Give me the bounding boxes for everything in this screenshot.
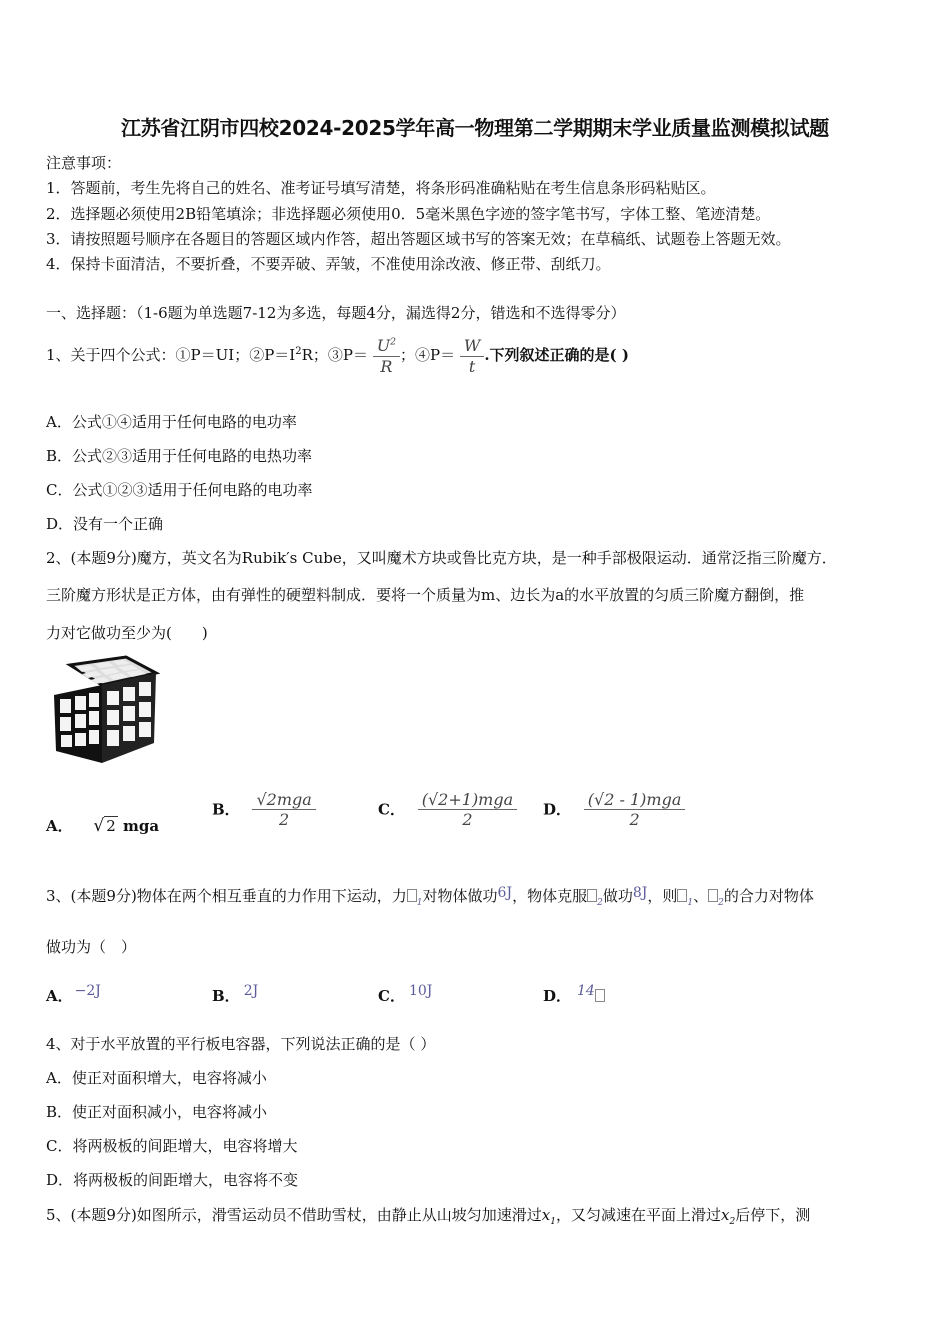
q2-option-d: [543, 790, 685, 829]
formula-placeholder-icon: [407, 889, 417, 902]
formula-placeholder-icon: [677, 889, 687, 902]
notice-item: 2．选择题必须使用2B铅笔填涂；非选择题必须使用0．5毫米黑色字迹的签字笔书写，字体工整、笔迹清楚。: [46, 205, 771, 223]
subscript: 2: [729, 1217, 736, 1227]
q3-text: ，物体克服: [512, 887, 588, 905]
option-fraction: [252, 790, 315, 829]
option-c: C．公式①②③适用于任何电路的电功率: [46, 481, 313, 499]
q1-text-a: 1、关于四个公式：①P＝UI；②P＝I: [46, 346, 296, 364]
q1-text-d: .下列叙述正确的是( ): [484, 346, 629, 364]
frac-den: 2: [462, 810, 473, 830]
option-d: D．将两极板的间距增大，电容将不变: [46, 1171, 299, 1189]
option-c: C．将两极板的间距增大，电容将增大: [46, 1137, 298, 1155]
frac-den: R: [380, 356, 393, 376]
option-b: B．使正对面积减小，电容将减小: [46, 1103, 268, 1121]
frac-num: W: [460, 336, 484, 356]
frac-den: 2: [279, 810, 290, 830]
variable-x2: x: [721, 1206, 730, 1224]
notice-item: 3．请按照题号顺序在各题目的答题区域内作答，超出答题区域书写的答案无效；在草稿纸、试题卷上答题无效。: [46, 230, 791, 248]
notice-heading: 注意事项：: [46, 154, 122, 172]
question-3-line: [46, 885, 814, 908]
option-fraction: [584, 790, 686, 829]
option-value: 10J: [408, 983, 433, 999]
option-label: C．: [378, 987, 405, 1005]
q3-text: 的合力对物体: [723, 887, 814, 905]
page-title: 江苏省江阴市四校2024-2025学年高一物理第二学期期末学业质量监测模拟试题: [121, 116, 829, 140]
formula-placeholder-icon: [595, 989, 605, 1002]
question-5-line: [46, 1204, 810, 1227]
formula-placeholder-icon: [708, 889, 718, 902]
frac-num: √2mga: [252, 790, 315, 810]
frac-sup: 2: [390, 337, 396, 348]
option-value: −2J: [74, 983, 101, 999]
option-a: A．公式①④适用于任何电路的电功率: [46, 413, 297, 431]
option-label: D．: [543, 987, 572, 1005]
frac-num: U: [376, 336, 391, 356]
option-label: D．: [543, 800, 572, 819]
option-label: A．: [46, 817, 73, 835]
question-2-line: 三阶魔方形状是正方体，由有弹性的硬塑料制成．要将一个质量为m、边长为a的水平放置的匀质三阶魔方翻倒，推: [46, 586, 805, 604]
formula-w-over-t: [460, 336, 484, 375]
q1-sup: 2: [295, 346, 302, 357]
work-value: 6J: [497, 885, 513, 901]
question-2-line: 力对它做功至少为( ): [46, 624, 208, 642]
q1-text-c: ；④P＝: [400, 346, 456, 364]
question-1-stem: [46, 330, 629, 377]
q5-text: 后停下，测: [735, 1206, 811, 1224]
q3-option-b: [212, 983, 258, 1006]
formula-placeholder-icon: [587, 889, 597, 902]
subscript: 1: [550, 1217, 556, 1227]
option-a: A．使正对面积增大，电容将减小: [46, 1069, 267, 1087]
subscript: 2: [597, 898, 603, 908]
q3-option-d: [543, 983, 605, 1006]
option-d: D．没有一个正确: [46, 515, 164, 533]
q3-text: 、: [693, 887, 709, 905]
q5-text: 5、(本题9分)如图所示，滑雪运动员不借助雪杖，由静止从山坡匀加速滑过: [46, 1206, 542, 1224]
option-tail: mga: [117, 817, 160, 835]
question-3-line: 做功为（ ）: [46, 938, 137, 956]
q3-option-c: [378, 983, 432, 1006]
question-4-stem: 4、对于水平放置的平行板电容器，下列说法正确的是（ ）: [46, 1035, 436, 1053]
q3-text: 3、(本题9分)物体在两个相互垂直的力作用下运动，力: [46, 887, 407, 905]
frac-den: t: [468, 356, 476, 376]
option-value: 2J: [243, 983, 259, 999]
option-label: B．: [212, 987, 240, 1005]
subscript: 1: [687, 898, 694, 908]
q3-text: 对物体做功: [422, 887, 498, 905]
q5-text: ，又匀减速在平面上滑过: [556, 1206, 722, 1224]
q2-option-b: [212, 790, 316, 829]
frac-den: 2: [629, 810, 640, 830]
q3-text: ，则: [647, 887, 678, 905]
q1-text-b: R；③P＝: [301, 346, 368, 364]
work-value: 8J: [632, 885, 648, 901]
q2-option-c: [378, 790, 517, 829]
option-label: B．: [212, 800, 240, 819]
rubiks-cube-image: [46, 655, 160, 770]
question-2-line: 2、(本题9分)魔方，英文名为Rubik′s Cube，又叫魔术方块或鲁比克方块，是一种手部极限运动．通常泛指三阶魔方．: [46, 549, 837, 567]
q3-text: 做功: [602, 887, 633, 905]
q2-option-a: A． √ 2 mga: [46, 816, 160, 836]
formula-u2-over-r: [373, 336, 400, 375]
option-label: A．: [46, 987, 73, 1005]
notice-item: 4．保持卡面清洁，不要折叠，不要弄破、弄皱，不准使用涂改液、修正带、刮纸刀。: [46, 255, 611, 273]
section-heading: 一、选择题：（1-6题为单选题7-12为多选，每题4分，漏选得2分，错选和不选得零分）: [46, 304, 626, 322]
option-b: B．公式②③适用于任何电路的电热功率: [46, 447, 313, 465]
option-value: 14: [577, 983, 595, 999]
q3-option-a: [46, 983, 101, 1006]
subscript: 1: [416, 898, 423, 908]
frac-num: (√2+1)mga: [418, 790, 517, 810]
radicand: 2: [106, 817, 116, 835]
variable-x1: x: [541, 1206, 551, 1224]
notice-item: 1．答题前，考生先将自己的姓名、准考证号填写清楚，将条形码准确粘贴在考生信息条形码粘贴区。: [46, 179, 716, 197]
subscript: 2: [718, 898, 724, 908]
frac-num: (√2 - 1)mga: [584, 790, 686, 810]
option-fraction: [418, 790, 517, 829]
option-label: C．: [378, 800, 405, 819]
